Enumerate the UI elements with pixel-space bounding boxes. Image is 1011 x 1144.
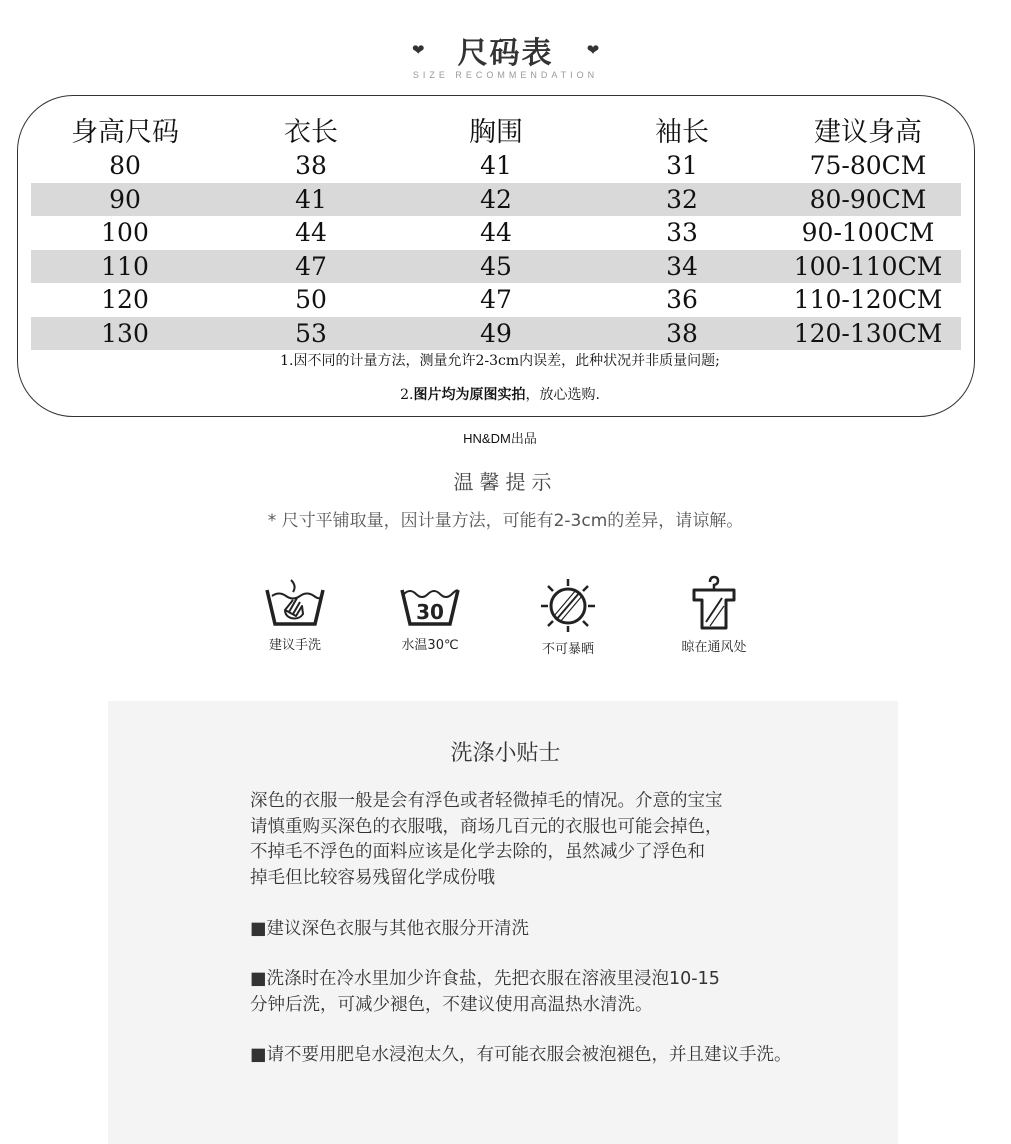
table-cell: 90 bbox=[31, 183, 219, 217]
column-header: 建议身高 bbox=[814, 117, 922, 148]
table-cell: 120 bbox=[101, 285, 149, 315]
table-row bbox=[31, 317, 961, 351]
column-header: 衣长 bbox=[284, 117, 338, 148]
table-cell: 110-120CM bbox=[793, 285, 943, 315]
wash-intro bbox=[250, 789, 850, 891]
photo-note-bold: 图片均为原图实拍 bbox=[413, 387, 526, 403]
table-cell: 100-110CM bbox=[775, 250, 961, 284]
table-cell: 80-90CM bbox=[775, 183, 961, 217]
column-header: 胸围 bbox=[469, 117, 523, 148]
size-table-header-row bbox=[31, 110, 961, 149]
heart-icon: ❤ bbox=[586, 41, 600, 59]
column-header: 身高尺码 bbox=[71, 117, 179, 148]
tips-title: 温馨提示 bbox=[453, 470, 558, 494]
table-cell: 41 bbox=[480, 151, 512, 181]
table-cell: 44 bbox=[295, 218, 327, 248]
table-cell: 100 bbox=[101, 218, 149, 248]
hang-dry-icon bbox=[682, 574, 746, 630]
photo-note-prefix: 2. bbox=[400, 387, 414, 403]
no-sun-icon bbox=[536, 576, 600, 632]
page-header bbox=[0, 28, 1011, 72]
care-wash-30 bbox=[375, 576, 485, 653]
wash-tips-title: 洗涤小贴士 bbox=[450, 741, 561, 766]
table-cell: 44 bbox=[480, 218, 512, 248]
table-row bbox=[31, 216, 961, 250]
table-cell: 31 bbox=[666, 151, 698, 181]
size-table bbox=[31, 110, 961, 350]
wash-tip-1 bbox=[250, 917, 850, 943]
care-no-sun bbox=[513, 576, 623, 657]
wash-30-icon bbox=[398, 576, 462, 628]
care-label: 水温30℃ bbox=[401, 638, 459, 653]
table-cell: 41 bbox=[219, 183, 403, 217]
care-hang-dry bbox=[659, 574, 769, 655]
care-hand-wash bbox=[240, 576, 350, 653]
care-label: 晾在通风处 bbox=[681, 640, 747, 655]
table-cell: 32 bbox=[589, 183, 775, 217]
wash-tip-line: ■洗涤时在冷水里加少许食盐，先把衣服在溶液里浸泡10-15 bbox=[250, 969, 720, 989]
photo-note bbox=[0, 384, 1000, 404]
table-cell: 110 bbox=[31, 250, 219, 284]
hand-wash-icon bbox=[263, 576, 327, 628]
care-label: 建议手洗 bbox=[268, 638, 321, 653]
page-title: 尺码表 bbox=[457, 36, 554, 71]
table-row bbox=[31, 283, 961, 317]
table-cell: 42 bbox=[403, 183, 589, 217]
wash-temp-text: 30 bbox=[416, 600, 444, 624]
table-row bbox=[31, 183, 961, 217]
table-row bbox=[31, 250, 961, 284]
page-subtitle: SIZE RECOMMENDATION bbox=[412, 70, 599, 80]
photo-note-rest: ，放心选购. bbox=[525, 387, 600, 403]
table-cell: 90-100CM bbox=[801, 218, 935, 248]
table-cell: 120-130CM bbox=[775, 317, 961, 351]
table-cell: 33 bbox=[666, 218, 698, 248]
care-label: 不可暴晒 bbox=[541, 642, 594, 657]
table-cell: 34 bbox=[589, 250, 775, 284]
table-cell: 45 bbox=[403, 250, 589, 284]
wash-tip-line: 分钟后洗，可减少褪色，不建议使用高温热水清洗。 bbox=[250, 994, 653, 1015]
brand-label: HN&DM出品 bbox=[463, 431, 537, 446]
wash-intro-line: 不掉毛不浮色的面料应该是化学去除的，虽然减少了浮色和 bbox=[250, 842, 705, 862]
measurement-note: 1.因不同的计量方法，测量允许2-3cm内误差，此种状况并非质量问题; bbox=[280, 353, 720, 369]
table-cell: 130 bbox=[31, 317, 219, 351]
wash-intro-line: 掉毛但比较容易残留化学成份哦 bbox=[250, 867, 495, 888]
table-cell: 80 bbox=[109, 151, 141, 181]
wash-tip-line: ■请不要用肥皂水浸泡太久，有可能衣服会被泡褪色，并且建议手洗。 bbox=[250, 1045, 792, 1065]
wash-tip-line: ■建议深色衣服与其他衣服分开清洗 bbox=[250, 919, 530, 939]
wash-tip-2 bbox=[250, 967, 850, 1018]
wash-intro-line: 请慎重购买深色的衣服哦，商场几百元的衣服也可能会掉色， bbox=[250, 816, 723, 837]
table-cell: 47 bbox=[219, 250, 403, 284]
table-cell: 53 bbox=[219, 317, 403, 351]
column-header: 袖长 bbox=[655, 117, 709, 148]
table-cell: 38 bbox=[295, 151, 327, 181]
table-cell: 75-80CM bbox=[809, 151, 927, 181]
table-cell: 36 bbox=[666, 285, 698, 315]
table-row bbox=[31, 149, 961, 183]
table-cell: 47 bbox=[480, 285, 512, 315]
tips-text: * 尺寸平铺取量，因计量方法，可能有2-3cm的差异，请谅解。 bbox=[267, 511, 744, 531]
table-cell: 49 bbox=[403, 317, 589, 351]
table-cell: 50 bbox=[295, 285, 327, 315]
wash-intro-line: 深色的衣服一般是会有浮色或者轻微掉毛的情况。介意的宝宝 bbox=[250, 791, 723, 811]
table-cell: 38 bbox=[589, 317, 775, 351]
wash-tip-3 bbox=[250, 1043, 890, 1069]
heart-icon: ❤ bbox=[411, 41, 425, 59]
